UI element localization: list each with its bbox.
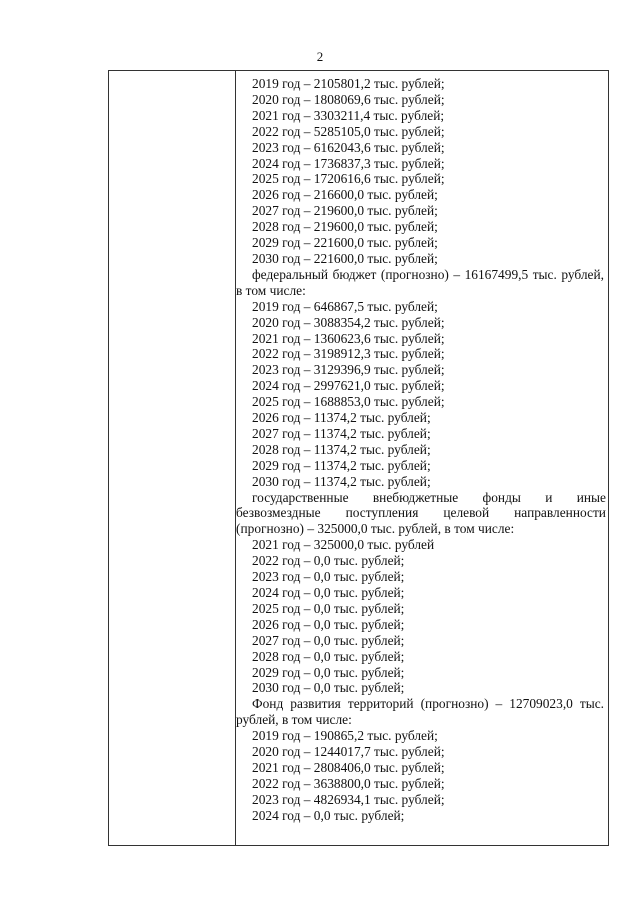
year-line: 2025 год – 1720616,6 тыс. рублей; xyxy=(252,171,445,187)
year-line: 2022 год – 3198912,3 тыс. рублей; xyxy=(252,346,445,362)
year-line: 2024 год – 0,0 тыс. рублей; xyxy=(252,585,405,600)
year-line: 2027 год – 11374,2 тыс. рублей; xyxy=(252,425,431,441)
word: государственные xyxy=(252,489,349,505)
year-line: 2025 год – 1688853,0 тыс. рублей; xyxy=(252,394,445,410)
word: фонды xyxy=(482,489,521,505)
word: иные xyxy=(576,489,606,505)
territory-fund-intro: Фонд развития территорий (прогнозно) – 12709023,0 тыс. рублей, в том числе: xyxy=(236,696,604,728)
year-line: 2028 год – 11374,2 тыс. рублей; xyxy=(252,441,431,457)
justified-row xyxy=(236,490,606,506)
year-line: 2028 год – 0,0 тыс. рублей; xyxy=(252,648,405,664)
table-content-cell xyxy=(236,76,606,824)
year-line: 2028 год – 219600,0 тыс. рублей; xyxy=(252,219,438,235)
table-frame xyxy=(108,70,609,846)
year-line: 2021 год – 3303211,4 тыс. рублей; xyxy=(252,107,445,123)
word: направленности xyxy=(514,505,606,521)
extrabudgetary-intro-tail: (прогнозно) – 325000,0 тыс. рублей, в том числе: xyxy=(236,521,515,537)
year-line: 2027 год – 219600,0 тыс. рублей; xyxy=(252,203,438,219)
year-line: 2023 год – 3129396,9 тыс. рублей; xyxy=(252,362,445,378)
year-line: 2020 год – 1244017,7 тыс. рублей; xyxy=(252,744,445,760)
year-line: 2029 год – 11374,2 тыс. рублей; xyxy=(252,457,431,473)
word: и xyxy=(545,489,553,505)
year-line: 2022 год – 0,0 тыс. рублей; xyxy=(252,553,405,569)
year-line: 2030 год – 11374,2 тыс. рублей; xyxy=(252,473,431,489)
year-line: 2024 год – 0,0 тыс. рублей; xyxy=(252,807,405,823)
territory-fund-section xyxy=(236,696,606,823)
justified-row xyxy=(236,505,606,521)
year-line: 2023 год – 6162043,6 тыс. рублей; xyxy=(252,139,445,155)
year-line: 2027 год – 0,0 тыс. рублей; xyxy=(252,632,405,648)
year-line: 2029 год – 221600,0 тыс. рублей; xyxy=(252,235,438,251)
year-line: 2029 год – 0,0 тыс. рублей; xyxy=(252,664,405,680)
year-line: 2023 год – 0,0 тыс. рублей; xyxy=(252,569,405,585)
year-line: 2024 год – 1736837,3 тыс. рублей; xyxy=(252,155,445,171)
extrabudgetary-funds-section xyxy=(236,490,606,697)
year-line: 2026 год – 0,0 тыс. рублей; xyxy=(252,616,405,632)
year-line: 2022 год – 3638800,0 тыс. рублей; xyxy=(252,775,445,791)
year-line: 2019 год – 190865,2 тыс. рублей; xyxy=(252,728,438,744)
year-line: 2021 год – 1360623,6 тыс. рублей; xyxy=(252,330,445,346)
year-line: 2019 год – 2105801,2 тыс. рублей; xyxy=(252,76,445,91)
year-line: 2030 год – 221600,0 тыс. рублей; xyxy=(252,250,438,266)
year-line: 2030 год – 0,0 тыс. рублей; xyxy=(252,680,405,696)
word: внебюджетные xyxy=(372,489,459,505)
federal-budget-intro: федеральный бюджет (прогнозно) – 16167499,5 тыс. рублей, в том числе: xyxy=(236,266,604,298)
word: поступления xyxy=(345,505,419,521)
budget-section xyxy=(236,76,606,267)
year-line: 2020 год – 3088354,2 тыс. рублей; xyxy=(252,314,445,330)
year-line: 2024 год – 2997621,0 тыс. рублей; xyxy=(252,378,445,394)
year-line: 2026 год – 11374,2 тыс. рублей; xyxy=(252,410,431,426)
year-line: 2021 год – 2808406,0 тыс. рублей; xyxy=(252,759,445,775)
year-line: 2022 год – 5285105,0 тыс. рублей; xyxy=(252,123,445,139)
page-number: 2 xyxy=(316,49,324,64)
word: целевой xyxy=(443,505,490,521)
word: безвозмездные xyxy=(236,505,321,521)
year-line: 2020 год – 1808069,6 тыс. рублей; xyxy=(252,91,445,107)
year-line: 2025 год – 0,0 тыс. рублей; xyxy=(252,600,405,616)
year-line: 2021 год – 325000,0 тыс. рублей xyxy=(252,537,435,553)
year-line: 2023 год – 4826934,1 тыс. рублей; xyxy=(252,791,445,807)
year-line: 2026 год – 216600,0 тыс. рублей; xyxy=(252,187,438,203)
federal-budget-section xyxy=(236,267,606,490)
year-line: 2019 год – 646867,5 тыс. рублей; xyxy=(252,298,438,314)
